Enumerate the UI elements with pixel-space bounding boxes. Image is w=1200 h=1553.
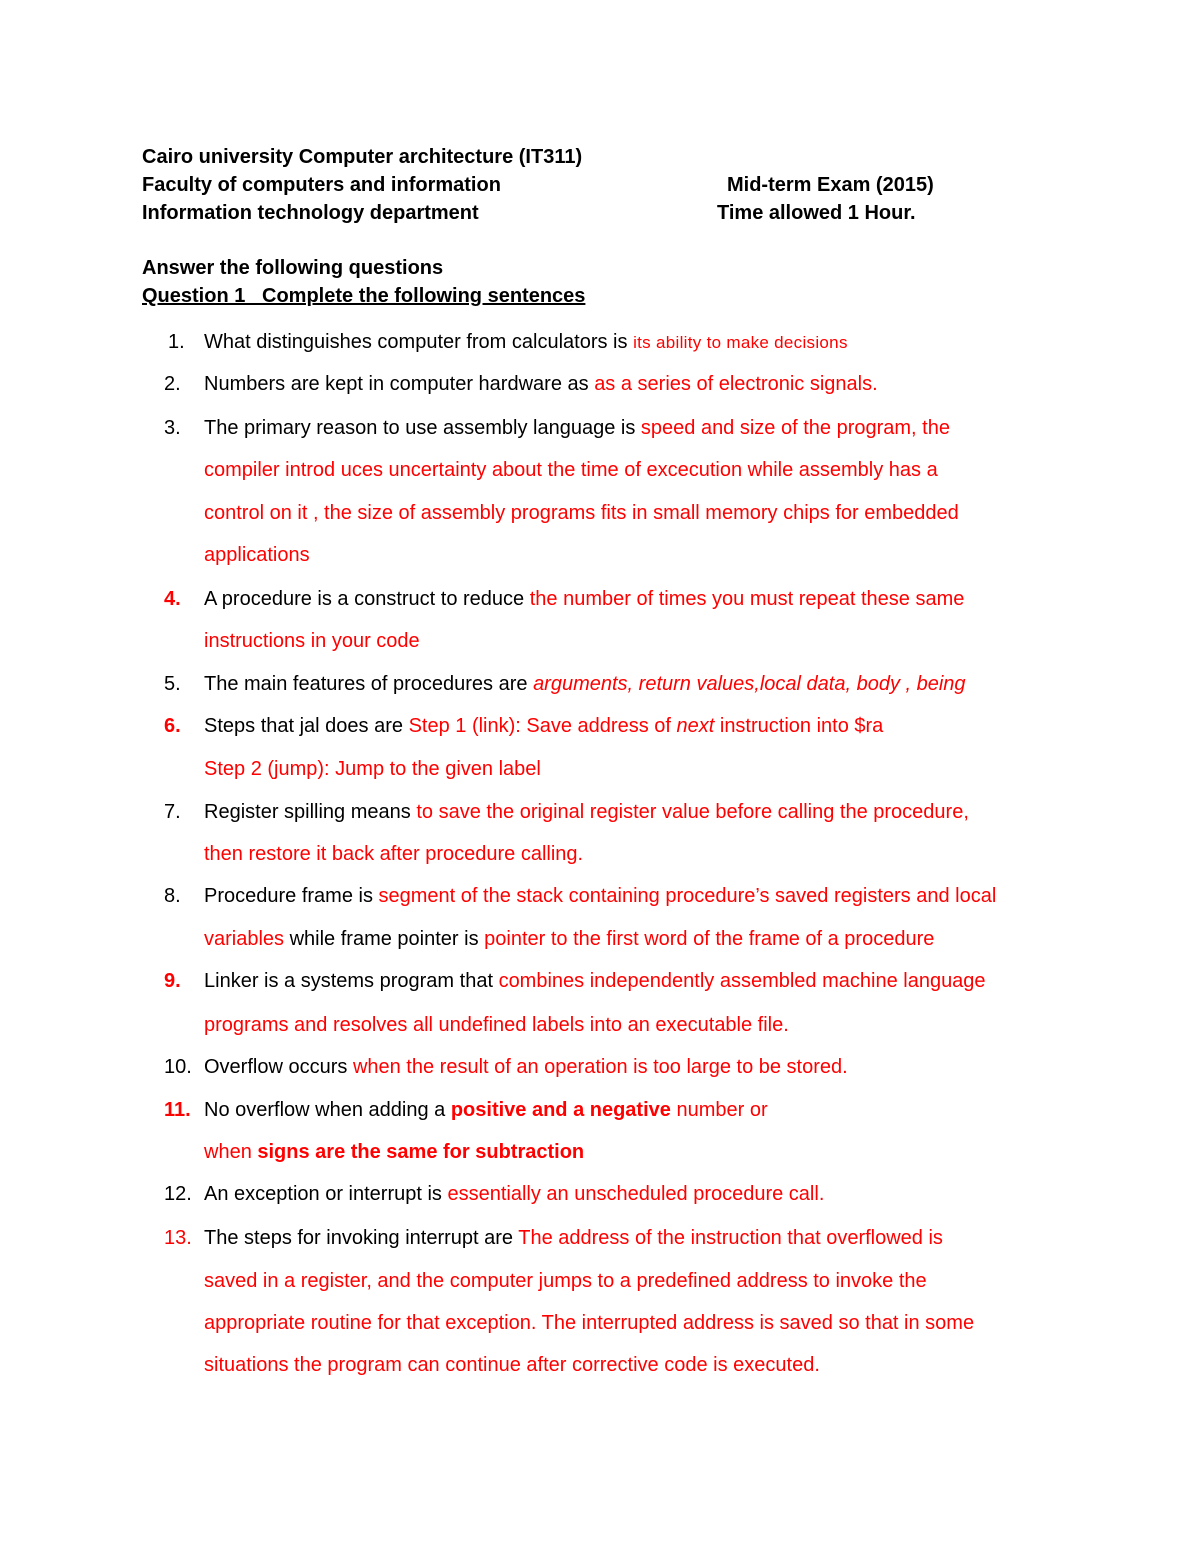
question-text: No overflow when adding a bbox=[204, 1099, 451, 1121]
item-number: 5. bbox=[164, 673, 181, 695]
item-text bbox=[204, 968, 986, 994]
answer-text: Step 1 (link): Save address of bbox=[408, 715, 677, 737]
header-exam: Mid-term Exam (2015) bbox=[727, 174, 934, 196]
answer-emphasis: next bbox=[676, 715, 715, 737]
answer-continuation: compiler introd uces uncertainty about the time of excecution while assembly has a bbox=[204, 459, 938, 481]
item-text bbox=[204, 329, 848, 356]
question-text: What distinguishes computer from calculators is bbox=[204, 331, 634, 353]
answer-continuation: saved in a register, and the computer jumps to a predefined address to invoke the bbox=[204, 1270, 927, 1292]
answer-continuation: then restore it back after procedure calling. bbox=[204, 843, 584, 865]
question-text: An exception or interrupt is bbox=[204, 1183, 448, 1205]
answer-text: the number of times you must repeat these same bbox=[529, 588, 965, 610]
item-text bbox=[204, 671, 966, 697]
question-text: Steps that jal does are bbox=[204, 715, 409, 737]
item-text bbox=[204, 415, 950, 441]
question-text: Register spilling means bbox=[204, 801, 417, 823]
item-text bbox=[204, 1054, 848, 1080]
item-text bbox=[204, 371, 878, 397]
answer-continuation: situations the program can continue after corrective code is executed. bbox=[204, 1354, 820, 1376]
answer-continuation: appropriate routine for that exception. The interrupted address is saved so that in some bbox=[204, 1312, 975, 1334]
item-text bbox=[204, 1181, 824, 1207]
header-department: Information technology department bbox=[142, 202, 479, 224]
answer-text: segment of the stack containing procedure’s saved registers and local bbox=[378, 885, 997, 907]
item-text bbox=[204, 883, 996, 909]
item-number: 8. bbox=[164, 885, 181, 907]
question-text: Overflow occurs bbox=[204, 1056, 353, 1078]
answer-text: positive and a negative bbox=[450, 1099, 671, 1121]
answer-text: essentially an unscheduled procedure call. bbox=[447, 1183, 825, 1205]
answer-continuation: Step 2 (jump): Jump to the given label bbox=[204, 758, 541, 780]
answer-text: combines independently assembled machine language bbox=[498, 970, 986, 992]
item-text bbox=[204, 1225, 943, 1251]
instructions: Answer the following questions bbox=[142, 257, 444, 279]
answer-text: when the result of an operation is too large to be stored. bbox=[352, 1056, 848, 1078]
answer-text: arguments, return values,local data, body , being bbox=[533, 673, 966, 695]
answer-continuation: instructions in your code bbox=[204, 630, 420, 652]
item-number: 9. bbox=[164, 970, 181, 992]
item-number: 4. bbox=[164, 588, 181, 610]
answer-continuation: applications bbox=[204, 544, 310, 566]
answer-text: signs are the same for subtraction bbox=[257, 1141, 585, 1163]
answer-text: its ability to make decisions bbox=[633, 333, 848, 352]
answer-text: when bbox=[204, 1141, 258, 1163]
question-text: Numbers are kept in computer hardware as bbox=[204, 373, 595, 395]
item-number: 13. bbox=[164, 1227, 192, 1249]
question-title: Question 1 Complete the following sentences bbox=[142, 285, 586, 307]
item-number: 10. bbox=[164, 1056, 192, 1078]
answer-continuation bbox=[204, 1139, 584, 1165]
question-text: A procedure is a construct to reduce bbox=[204, 588, 530, 610]
answer-text: speed and size of the program, the bbox=[640, 417, 950, 439]
item-number: 7. bbox=[164, 801, 181, 823]
item-number: 1. bbox=[168, 331, 185, 353]
question-text: Procedure frame is bbox=[204, 885, 379, 907]
item-number: 6. bbox=[164, 715, 181, 737]
answer-text: instruction into $ra bbox=[714, 715, 884, 737]
item-text bbox=[204, 586, 964, 612]
item-text bbox=[204, 799, 969, 825]
item-number: 2. bbox=[164, 373, 181, 395]
answer-text: The address of the instruction that overflowed is bbox=[518, 1227, 943, 1249]
answer-text: pointer to the first word of the frame of a procedure bbox=[484, 928, 935, 950]
question-text: The steps for invoking interrupt are bbox=[204, 1227, 519, 1249]
header-course: Cairo university Computer architecture (IT311) bbox=[142, 146, 583, 168]
header-time: Time allowed 1 Hour. bbox=[717, 202, 916, 224]
answer-text: to save the original register value before calling the procedure, bbox=[416, 801, 969, 823]
answer-text: variables bbox=[204, 928, 285, 950]
question-text: while frame pointer is bbox=[284, 928, 485, 950]
header-faculty: Faculty of computers and information bbox=[142, 174, 501, 196]
item-number: 12. bbox=[164, 1183, 192, 1205]
answer-continuation bbox=[204, 926, 934, 952]
answer-continuation: control on it , the size of assembly programs fits in small memory chips for embedded bbox=[204, 502, 959, 524]
item-number: 11. bbox=[164, 1099, 191, 1121]
question-text: The primary reason to use assembly language is bbox=[204, 417, 641, 439]
answer-text: number or bbox=[670, 1099, 768, 1121]
answer-continuation: programs and resolves all undefined labels into an executable file. bbox=[204, 1014, 789, 1036]
question-text: The main features of procedures are bbox=[204, 673, 534, 695]
item-text bbox=[204, 1097, 768, 1123]
answer-text: as a series of electronic signals. bbox=[594, 373, 878, 395]
item-number: 3. bbox=[164, 417, 181, 439]
question-text: Linker is a systems program that bbox=[204, 970, 499, 992]
item-text bbox=[204, 713, 883, 739]
